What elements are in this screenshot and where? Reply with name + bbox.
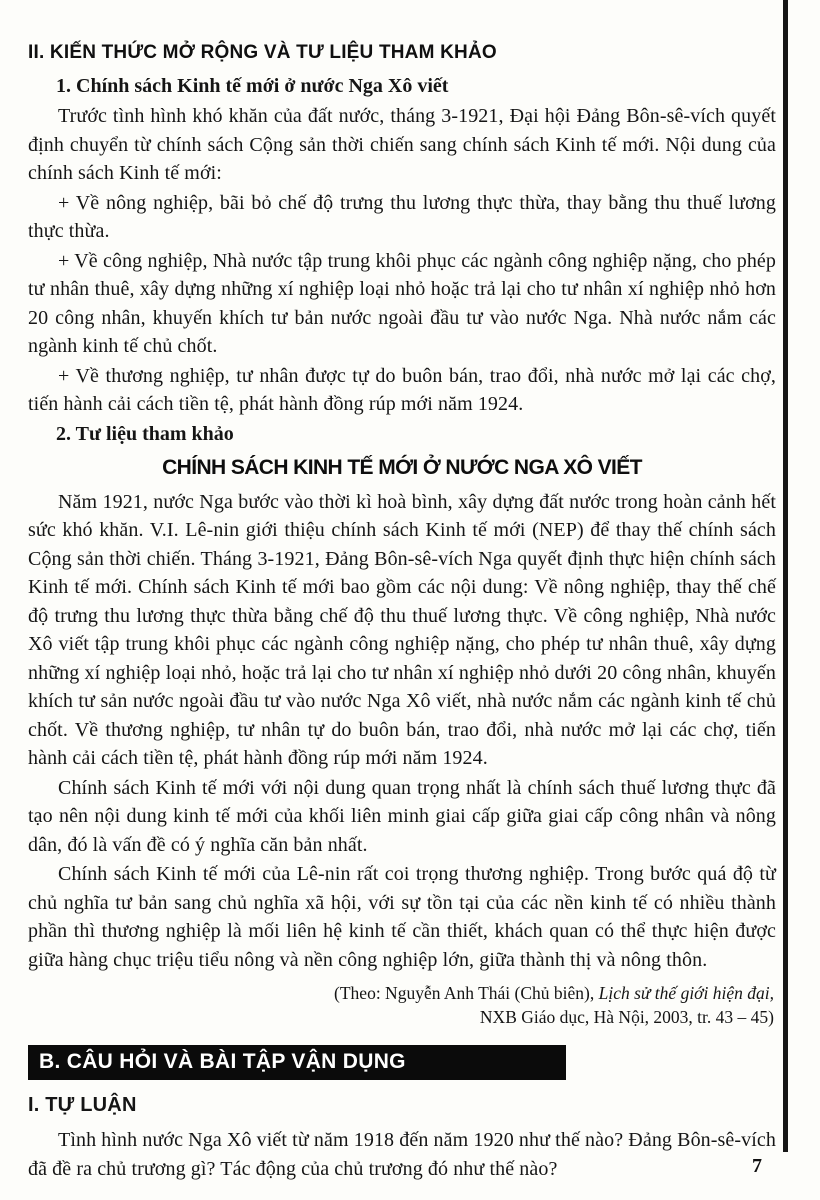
subsection-1-heading: 1. Chính sách Kinh tế mới ở nước Nga Xô viết (56, 75, 449, 97)
page-border-rule (783, 0, 788, 1152)
section-heading: II. KIẾN THỨC MỞ RỘNG VÀ TƯ LIỆU THAM KHẢO (28, 42, 497, 63)
bullet-commerce: + Về thương nghiệp, tư nhân được tự do buôn bán, trao đổi, nhà nước mở lại các chợ, tiến hành cải cách tiền tệ, phát hành đồng rúp mới năm 1924. (28, 364, 776, 415)
question-1: Tình hình nước Nga Xô viết từ năm 1918 đến năm 1920 như thế nào? Đảng Bôn-sê-vích đã đề ra chủ trương gì? Tác động của chủ trương đó như thế nào? (28, 1129, 776, 1180)
citation-line-1 (28, 981, 774, 1005)
citation-book-title: Lịch sử thế giới hiện đại, (598, 983, 774, 1003)
intro-paragraph: Trước tình hình khó khăn của đất nước, tháng 3-1921, Đại hội Đảng Bôn-sê-vích quyết định chuyển từ chính sách Cộng sản thời chiến sang chính sách Kinh tế mới. Nội dung của chính sách Kinh tế mới: (28, 105, 776, 184)
reference-document-title: CHÍNH SÁCH KINH TẾ MỚI Ở NƯỚC NGA XÔ VIẾT (162, 455, 642, 479)
reference-paragraph-2: Chính sách Kinh tế mới với nội dung quan trọng nhất là chính sách thuế lương thực đã tạo nên nội dung kinh tế mới của khối liên minh giai cấp giữa giai cấp công nhân và nông dân, đó là vấn đề có ý nghĩa căn bản nhất. (28, 776, 776, 856)
bullet-agriculture: + Về nông nghiệp, bãi bỏ chế độ trưng thu lương thực thừa, thay bằng thu thuế lương thực thừa. (28, 191, 776, 242)
citation (28, 981, 776, 1029)
reference-paragraph-1: Năm 1921, nước Nga bước vào thời kì hoà bình, xây dựng đất nước trong hoàn cảnh hết sức khó khăn. V.I. Lê-nin giới thiệu chính sách Kinh tế mới (NEP) để thay thế chính sách Cộng sản thời chiến. Tháng 3-1921, Đảng Bôn-sê-vích Nga quyết định thực hiện chính sách Kinh tế mới. Chính sách Kinh tế mới bao gồm các nội dung: Về nông nghiệp, thay thế chế độ trưng thu lương thực thừa bằng chế độ thu thuế lương thực. Về công nghiệp, Nhà nước Xô viết tập trung khôi phục các ngành công nghiệp nặng, cho phép tư nhân thuê, xây dựng những xí nghiệp loại nhỏ, hoặc trả lại cho tư nhân xí nghiệp nhỏ dưới 20 công nhân, khuyến khích tư sản nước ngoài đầu tư vào nước Nga Xô viết, nhà nước nắm các ngành kinh tế chủ chốt. Về thương nghiệp, tư nhân tự do buôn bán, trao đổi, nhà nước mở lại các chợ, tiến hành cải cách tiền tệ, phát hành đồng rúp mới năm 1924. (28, 490, 776, 769)
page-content (28, 42, 776, 1184)
part-b-heading-banner: B. CÂU HỎI VÀ BÀI TẬP VẬN DỤNG (28, 1045, 566, 1080)
bullet-industry: + Về công nghiệp, Nhà nước tập trung khôi phục các ngành công nghiệp nặng, cho phép tư nhân thuê, xây dựng những xí nghiệp loại nhỏ hoặc trả lại cho tư nhân xí nghiệp nhỏ hơn 20 công nhân, khuyến khích tư bản nước ngoài đầu tư vào nước Nga. Nhà nước nắm các ngành kinh tế chủ chốt. (28, 249, 776, 357)
essay-section-heading: I. TỰ LUẬN (28, 1094, 137, 1116)
citation-publisher: NXB Giáo dục, Hà Nội, 2003, tr. 43 – 45) (479, 1007, 774, 1027)
reference-paragraph-3: Chính sách Kinh tế mới của Lê-nin rất coi trọng thương nghiệp. Trong bước quá độ từ chủ nghĩa tư bản sang chủ nghĩa xã hội, với sự tồn tại của các nền kinh tế có nhiều thành phần thì thương nghiệp là mối liên hệ kinh tế cần thiết, khách quan có thể thực hiện được giữa hàng chục triệu tiểu nông và nền công nghiệp lớn, giữa thành thị và nông thôn. (28, 863, 776, 971)
subsection-2-heading: 2. Tư liệu tham khảo (56, 422, 234, 445)
page-number: 7 (752, 1155, 762, 1177)
citation-text: (Theo: Nguyễn Anh Thái (Chủ biên), (334, 983, 599, 1003)
